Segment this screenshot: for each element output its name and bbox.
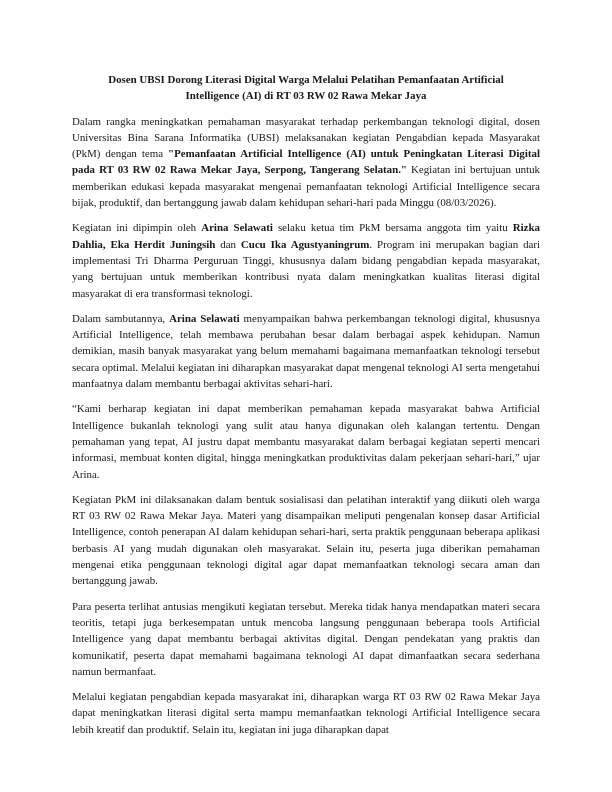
paragraph-3-text-c: menyampaikan bahwa perkembangan teknologi digital, khususnya Artificial Intelligence, telah membawa perubahan besar dalam berbagai aspek kehidupan. Namun demikian, masih banyak masyarakat yang belum memahami bagaimana memanfaatkan teknologi tersebut secara optimal. Melalui kegiatan ini diharapkan masyarakat dapat mengenal teknologi AI serta mengetahui manfaatnya dalam membantu berbagai aktivitas sehari-hari. [72,312,540,391]
paragraph-7: Melalui kegiatan pengabdian kepada masyarakat ini, diharapkan warga RT 03 RW 02 Rawa Mekar Jaya dapat meningkatkan literasi digital serta mampu memanfaatkan teknologi Artificial Intelligence secara lebih kreatif dan produktif. Selain itu, kegiatan ini juga diharapkan dapat [72,691,540,736]
paragraph-4-quote: “Kami berharap kegiatan ini dapat memberikan pemahaman kepada masyarakat bahwa Artificial Intelligence bukanlah teknologi yang sulit atau hanya digunakan oleh kalangan tertentu. Dengan pemahaman yang tepat, AI justru dapat membantu masyarakat dalam berbagai kegiatan seperti mencari informasi, membuat konten digital, hingga meningkatkan produktivitas dalam pekerjaan sehari-hari,” ujar Arina. [72,403,540,481]
paragraph-1 [72,114,540,212]
paragraph-6: Para peserta terlihat antusias mengikuti kegiatan tersebut. Mereka tidak hanya mendapatkan materi secara teoritis, tetapi juga berkesempatan untuk mencoba langsung penggunaan beberapa tools Artificial Intelligence yang dapat membantu berbagai aktivitas digital. Dengan pendekatan yang praktis dan komunikatif, peserta dapat memahami bagaimana teknologi AI dapat dimanfaatkan secara sederhana namun bermanfaat. [72,600,540,678]
document-page [72,72,540,747]
team-member-name: Cucu Ika Agustyaningrum [240,238,370,251]
paragraph-2-text-a: Kegiatan ini dipimpin oleh [72,222,202,235]
paragraph-1-text-a: Dalam rangka meningkatkan pemahaman masyarakat terhadap perkembangan teknologi digital, dosen Universitas Bina Sarana Informatika (UBSI) melaksanakan kegiatan Pengabdian kepada Masyarakat (PkM) dengan tema [72,115,540,161]
paragraph-1-text-c: Kegiatan ini bertujuan untuk memberikan edukasi kepada masyarakat mengenai pemanfaatan teknologi Artificial Intelligence secara bijak, produktif, dan bertanggung jawab dalam kehidupan sehari-hari pada Minggu (08/03/2026). [72,164,541,210]
paragraph-3 [72,311,540,392]
article-title [72,72,540,105]
paragraph-2 [72,220,540,301]
team-leader-name: Arina Selawati [201,222,273,235]
article-title-line-2: Intelligence (AI) di RT 03 RW 02 Rawa Mekar Jaya [185,90,427,103]
paragraph-2-text-e: dan [215,238,241,251]
paragraph-5: Kegiatan PkM ini dilaksanakan dalam bentuk sosialisasi dan pelatihan interaktif yang diikuti oleh warga RT 03 RW 02 Rawa Mekar Jaya. Materi yang disampaikan meliputi pengenalan konsep dasar Artificial Intelligence, contoh penerapan AI dalam kehidupan sehari-hari, serta praktik penggunaan beberapa aplikasi berbasis AI yang mudah digunakan oleh masyarakat. Selain itu, peserta juga diberikan pemahaman mengenai etika penggunaan teknologi digital agar dapat memanfaatkan teknologi secara aman dan bertanggung jawab. [72,493,540,588]
team-members-names: Rizka Dahlia, Eka Herdit Juningsih [72,222,540,251]
speaker-name: Arina Selawati [169,312,240,325]
paragraph-2-text-c: selaku ketua tim PkM bersama anggota tim yaitu [272,222,513,235]
paragraph-3-text-a: Dalam sambutannya, [72,312,170,325]
paragraph-1-theme: "Pemanfaatan Artificial Intelligence (AI) untuk Peningkatan Literasi Digital pada RT 03 RW 02 Rawa Mekar Jaya, Serpong, Tangerang Selatan." [72,148,540,177]
article-title-line-1: Dosen UBSI Dorong Literasi Digital Warga Melalui Pelatihan Pemanfaatan Artificial [108,74,504,86]
paragraph-2-text-g: . Program ini merupakan bagian dari implementasi Tri Dharma Perguruan Tinggi, khususnya dalam bidang pengabdian kepada masyarakat, yang bertujuan untuk memberikan kontribusi nyata dalam meningkatkan kualitas literasi digital masyarakat di era transformasi teknologi. [72,238,541,300]
